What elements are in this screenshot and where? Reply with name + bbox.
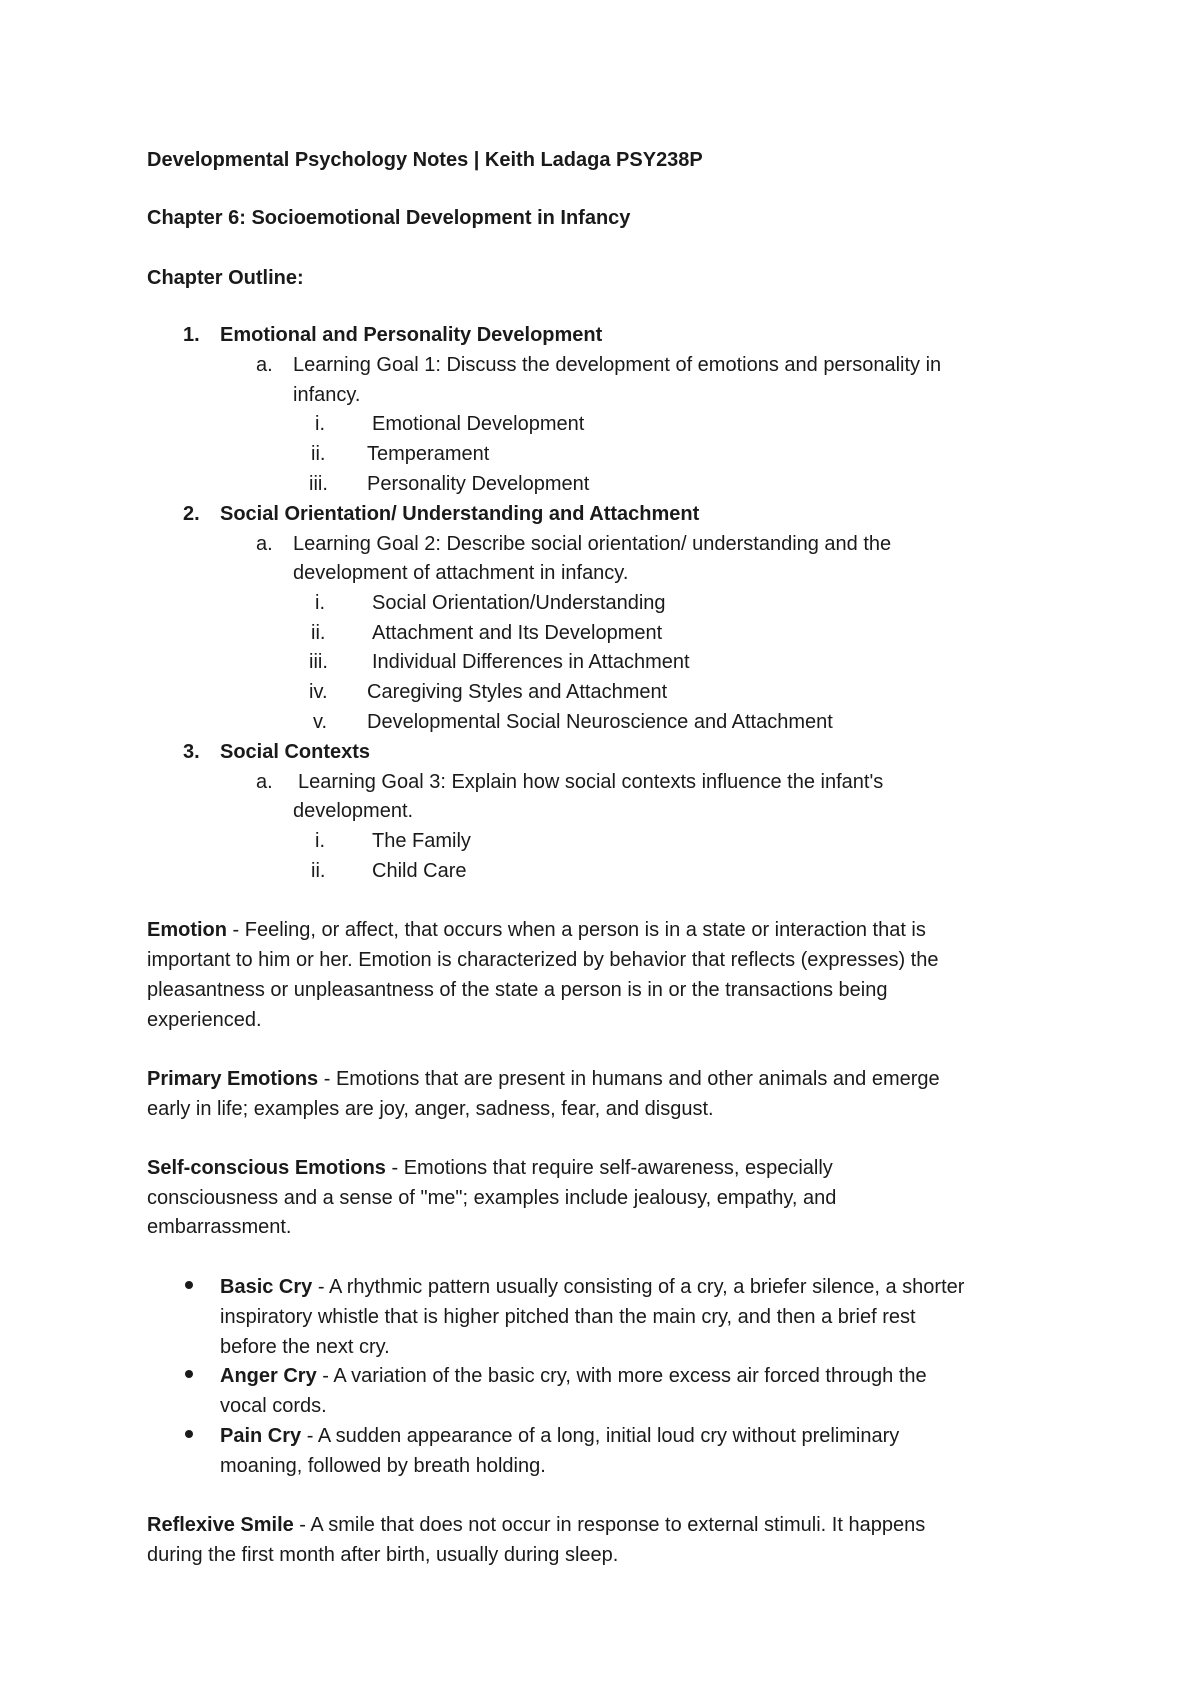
sub-item: Developmental Social Neuroscience and Attachment: [367, 711, 833, 733]
definition-term: Primary Emotions: [147, 1068, 319, 1090]
learning-goal-line: Learning Goal 3: Explain how social contexts influence the infant's: [298, 771, 884, 793]
sub-item: Temperament: [367, 443, 490, 465]
goal-letter: a.: [256, 354, 273, 376]
definition-text: inspiratory whistle that is higher pitched than the main cry, and then a brief rest: [220, 1306, 916, 1328]
chapter-title: Chapter 6: Socioemotional Development in Infancy: [147, 207, 631, 229]
definition-text: pleasantness or unpleasantness of the state a person is in or the transactions being: [147, 979, 888, 1001]
definition-text: consciousness and a sense of "me"; examples include jealousy, empathy, and: [147, 1187, 837, 1209]
definition-term: Emotion: [147, 919, 227, 941]
document-title: Developmental Psychology Notes | Keith Ladaga PSY238P: [147, 149, 703, 171]
definition-primary-emotions: [147, 1067, 940, 1091]
sub-item: Attachment and Its Development: [372, 622, 663, 644]
sub-number: iii.: [309, 651, 328, 673]
outline-number: 3.: [183, 741, 200, 763]
definition-text: vocal cords.: [220, 1395, 327, 1417]
learning-goal-line: development.: [293, 800, 414, 822]
sub-item: Personality Development: [367, 473, 590, 495]
definition-text: before the next cry.: [220, 1336, 390, 1358]
bullet-basic-cry: [220, 1275, 964, 1299]
definition-self-conscious-emotions: [147, 1156, 833, 1180]
definition-text: - Emotions that require self-awareness, especially: [385, 1157, 833, 1179]
outline-heading: Chapter Outline:: [147, 267, 304, 289]
bullet-dot: [185, 1430, 193, 1438]
definition-text: experienced.: [147, 1009, 262, 1031]
bullet-anger-cry: [220, 1364, 927, 1388]
definition-text: - A rhythmic pattern usually consisting of a cry, a briefer silence, a shorter: [312, 1276, 965, 1298]
definition-text: early in life; examples are joy, anger, sadness, fear, and disgust.: [147, 1098, 714, 1120]
outline-title: Social Orientation/ Understanding and Attachment: [220, 503, 700, 525]
outline-title: Emotional and Personality Development: [220, 324, 603, 346]
learning-goal-line: Learning Goal 1: Discuss the development of emotions and personality in: [293, 354, 942, 376]
definition-text: - A smile that does not occur in response to external stimuli. It happens: [293, 1514, 926, 1536]
definition-text: - A variation of the basic cry, with more excess air forced through the: [316, 1365, 927, 1387]
sub-item: The Family: [372, 830, 471, 852]
definition-text: - Feeling, or affect, that occurs when a person is in a state or interaction that is: [227, 919, 926, 941]
definition-term: Self-conscious Emotions: [147, 1157, 386, 1179]
bullet-dot: [185, 1370, 193, 1378]
definition-text: - Emotions that are present in humans and other animals and emerge: [318, 1068, 940, 1090]
sub-number: ii.: [311, 443, 326, 465]
sub-number: iv.: [309, 681, 328, 703]
sub-number: i.: [315, 413, 325, 435]
learning-goal-line: development of attachment in infancy.: [293, 562, 629, 584]
outline-title: Social Contexts: [220, 741, 371, 763]
sub-item: Caregiving Styles and Attachment: [367, 681, 668, 703]
sub-item: Emotional Development: [372, 413, 585, 435]
definition-text: during the first month after birth, usually during sleep.: [147, 1544, 619, 1566]
bullet-dot: [185, 1281, 193, 1289]
sub-item: Social Orientation/Understanding: [372, 592, 666, 614]
sub-number: ii.: [311, 860, 326, 882]
sub-number: ii.: [311, 622, 326, 644]
definition-term: Reflexive Smile: [147, 1514, 294, 1536]
learning-goal-line: infancy.: [293, 384, 361, 406]
definition-reflexive-smile: [147, 1513, 925, 1537]
learning-goal-line: Learning Goal 2: Describe social orientation/ understanding and the: [293, 533, 892, 555]
definition-text: embarrassment.: [147, 1216, 292, 1238]
sub-number: i.: [315, 592, 325, 614]
definition-term: Anger Cry: [220, 1365, 317, 1387]
sub-number: v.: [313, 711, 328, 733]
definition-term: Pain Cry: [220, 1425, 302, 1447]
definition-term: Basic Cry: [220, 1276, 313, 1298]
definition-text: - A sudden appearance of a long, initial loud cry without preliminary: [301, 1425, 900, 1447]
goal-letter: a.: [256, 771, 273, 793]
sub-item: Individual Differences in Attachment: [372, 651, 690, 673]
sub-number: iii.: [309, 473, 328, 495]
outline-number: 1.: [183, 324, 200, 346]
definition-text: moaning, followed by breath holding.: [220, 1455, 546, 1477]
goal-letter: a.: [256, 533, 273, 555]
definition-text: important to him or her. Emotion is characterized by behavior that reflects (expresses) the: [147, 949, 939, 971]
bullet-pain-cry: [220, 1424, 899, 1448]
sub-number: i.: [315, 830, 325, 852]
sub-item: Child Care: [372, 860, 467, 882]
outline-number: 2.: [183, 503, 200, 525]
definition-emotion: [147, 918, 926, 942]
